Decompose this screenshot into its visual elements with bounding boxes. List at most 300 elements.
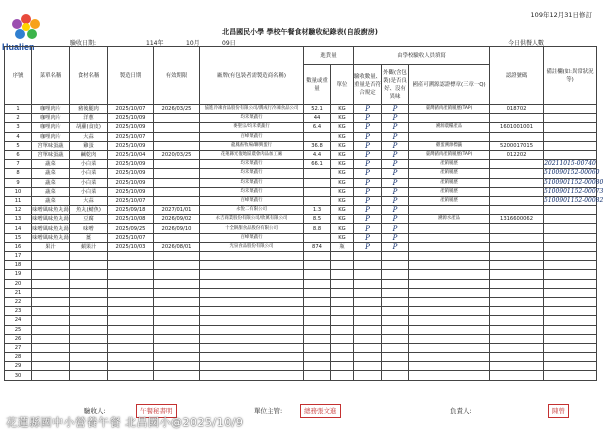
row-seq: 14 <box>5 224 32 233</box>
row-seq: 28 <box>5 353 32 362</box>
row-remark <box>544 105 597 114</box>
row-cert-mark: 臺灣豬肉產銷履歷(TAP) <box>409 105 490 114</box>
row-cert-mark <box>409 252 490 261</box>
row-seq: 8 <box>5 169 32 178</box>
row-unit <box>331 371 354 380</box>
row-cert-no: 018702 <box>490 105 544 114</box>
row-mfg-date: 2025/10/07 <box>108 233 154 242</box>
row-seq: 10 <box>5 187 32 196</box>
row-unit <box>331 353 354 362</box>
inspector-label: 驗收人: <box>84 407 106 415</box>
row-exp-date <box>154 160 200 169</box>
row-unit: KG <box>331 114 354 123</box>
row-dish <box>32 316 70 325</box>
row-inspect-pack: P <box>382 123 409 132</box>
row-ingredient <box>70 316 108 325</box>
row-cert-no <box>490 307 544 316</box>
row-dish: 蔬菜 <box>32 178 70 187</box>
row-exp-date <box>154 334 200 343</box>
table-row <box>5 353 597 362</box>
row-inspect-qty <box>354 261 382 270</box>
row-dish <box>32 334 70 343</box>
row-seq: 4 <box>5 132 32 141</box>
row-brand <box>200 334 304 343</box>
row-mfg-date <box>108 261 154 270</box>
row-inspect-pack: P <box>382 224 409 233</box>
revision-date: 109年12月31日修訂 <box>530 11 592 19</box>
row-ingredient: 蘋果汁 <box>70 242 108 251</box>
row-seq: 7 <box>5 160 32 169</box>
row-ingredient <box>70 252 108 261</box>
row-exp-date <box>154 187 200 196</box>
row-qty <box>304 261 331 270</box>
row-inspect-pack: P <box>382 178 409 187</box>
row-unit: KG <box>331 123 354 132</box>
row-qty <box>304 353 331 362</box>
row-mfg-date: 2025/10/09 <box>108 123 154 132</box>
row-inspect-qty: P <box>354 196 382 205</box>
row-inspect-pack: P <box>382 114 409 123</box>
row-unit <box>331 297 354 306</box>
row-dish: 宮單味蛋蔬 <box>32 141 70 150</box>
row-remark <box>544 270 597 279</box>
table-row <box>5 141 597 150</box>
row-qty: 36.8 <box>304 141 331 150</box>
table-row <box>5 316 597 325</box>
row-inspect-qty <box>354 362 382 371</box>
row-unit: KG <box>331 160 354 169</box>
row-inspect-pack <box>382 343 409 352</box>
row-remark <box>544 343 597 352</box>
row-dish: 咖哩肉片 <box>32 123 70 132</box>
row-unit <box>331 334 354 343</box>
row-cert-no <box>490 334 544 343</box>
row-ingredient <box>70 307 108 316</box>
col-inspect-qty: 驗收數量、重量是否符合規定 <box>354 65 382 105</box>
row-brand <box>200 307 304 316</box>
row-inspect-pack: P <box>382 215 409 224</box>
row-dish: 宮單味蛋蔬 <box>32 150 70 159</box>
row-dish <box>32 307 70 316</box>
row-cert-no <box>490 233 544 242</box>
row-dish <box>32 362 70 371</box>
row-cert-no <box>490 187 544 196</box>
row-seq: 19 <box>5 270 32 279</box>
table-row <box>5 187 597 196</box>
table-row <box>5 224 597 233</box>
row-remark <box>544 206 597 215</box>
row-dish <box>32 270 70 279</box>
row-remark <box>544 371 597 380</box>
row-cert-mark <box>409 261 490 270</box>
row-qty <box>304 279 331 288</box>
row-dish: 味噌風味魚丸湯 <box>32 207 69 214</box>
row-unit <box>331 362 354 371</box>
row-mfg-date <box>108 297 154 306</box>
row-brand: 花蓮縣光復地區農會肉品加工廠 <box>200 150 304 159</box>
row-dish: 咖哩肉片 <box>32 114 70 123</box>
row-dish <box>32 288 70 297</box>
row-brand <box>200 297 304 306</box>
row-cert-mark: 溯源水產品 <box>409 215 490 224</box>
row-seq: 25 <box>5 325 32 334</box>
row-brand: 均禾菜蔬行 <box>200 160 304 169</box>
row-brand: 龍鳳畜牧場/聯興蛋行 <box>200 141 304 150</box>
row-inspect-qty <box>354 316 382 325</box>
row-mfg-date <box>108 353 154 362</box>
row-inspect-pack <box>382 307 409 316</box>
row-unit: KG <box>331 150 354 159</box>
row-inspect-qty: P <box>354 141 382 150</box>
row-brand: 均禾菜蔬行 <box>200 187 304 196</box>
row-inspect-pack <box>382 288 409 297</box>
row-ingredient <box>70 261 108 270</box>
table-row <box>5 105 597 114</box>
row-inspect-pack <box>382 297 409 306</box>
row-qty <box>304 233 331 242</box>
row-brand: 協進冷凍食品股份有限公司/潤成行冷凍食品公司 <box>200 105 304 114</box>
row-remark <box>544 233 597 242</box>
row-cert-no <box>490 270 544 279</box>
row-inspect-pack <box>382 270 409 279</box>
row-cert-mark: 產銷履歷 <box>409 169 490 178</box>
row-cert-no: 1601001001 <box>490 123 544 132</box>
row-qty: 44 <box>304 114 331 123</box>
row-brand: 光泉食品股份有限公司 <box>200 242 304 251</box>
col-cert-no: 認證號碼 <box>490 47 544 105</box>
row-seq: 3 <box>5 123 32 132</box>
row-inspect-pack: P <box>382 187 409 196</box>
inspector-signature-stamp: 午餐秘書明 <box>136 404 177 418</box>
row-inspect-qty: P <box>354 206 382 215</box>
row-qty <box>304 325 331 334</box>
row-cert-no <box>490 325 544 334</box>
row-exp-date <box>154 279 200 288</box>
row-seq: 20 <box>5 279 32 288</box>
row-exp-date <box>154 233 200 242</box>
inspection-table <box>4 46 603 381</box>
row-remark <box>544 141 597 150</box>
row-unit: KG <box>331 187 354 196</box>
row-cert-no <box>490 224 544 233</box>
row-qty <box>304 178 331 187</box>
row-qty <box>304 252 331 261</box>
table-row <box>5 169 597 178</box>
row-remark <box>544 353 597 362</box>
row-brand: 十全餅甜食品股份有限公司 <box>200 224 304 233</box>
row-exp-date <box>154 353 200 362</box>
row-qty <box>304 371 331 380</box>
row-remark <box>544 316 597 325</box>
row-exp-date <box>154 288 200 297</box>
table-row <box>5 123 597 132</box>
row-unit: KG <box>331 206 354 215</box>
row-remark <box>544 252 597 261</box>
row-cert-mark <box>409 307 490 316</box>
row-seq: 18 <box>5 261 32 270</box>
table-row <box>5 178 597 187</box>
row-inspect-pack: P <box>382 132 409 141</box>
col-qty: 數量或重量 <box>304 65 331 105</box>
row-exp-date <box>154 123 200 132</box>
row-inspect-qty: P <box>354 123 382 132</box>
row-exp-date <box>154 343 200 352</box>
row-mfg-date: 2025/09/25 <box>108 224 154 233</box>
row-ingredient: 小白菜 <box>70 169 108 178</box>
row-cert-mark: 溯源農糧產品 <box>409 123 490 132</box>
row-seq: 30 <box>5 371 32 380</box>
row-mfg-date: 2025/10/08 <box>108 215 154 224</box>
table-row <box>5 297 597 306</box>
row-seq: 6 <box>5 150 32 159</box>
row-cert-no <box>490 169 544 178</box>
row-exp-date <box>154 307 200 316</box>
row-seq: 2 <box>5 114 32 123</box>
row-dish <box>32 353 70 362</box>
row-cert-no: 012202 <box>490 150 544 159</box>
row-mfg-date: 2025/10/07 <box>108 132 154 141</box>
row-exp-date <box>154 178 200 187</box>
row-cert-no <box>490 343 544 352</box>
row-mfg-date: 2025/10/09 <box>108 160 154 169</box>
row-unit <box>331 316 354 325</box>
table-row <box>5 114 597 123</box>
row-brand <box>200 279 304 288</box>
row-ingredient: 胡蘿(食皮) <box>70 123 108 132</box>
row-exp-date: 2026/03/25 <box>154 105 200 114</box>
col-inspect-pack: 外觀(含包裝)是否良好、沒有異味 <box>382 65 409 105</box>
row-mfg-date: 2025/10/09 <box>108 187 154 196</box>
row-inspect-pack <box>382 261 409 270</box>
table-row <box>5 150 597 159</box>
row-inspect-qty: P <box>354 169 382 178</box>
row-brand: 麥聖宗/均禾菜蔬行 <box>200 123 304 132</box>
col-seq: 序號 <box>5 47 32 105</box>
row-remark <box>544 150 597 159</box>
row-remark <box>544 307 597 316</box>
row-exp-date <box>154 169 200 178</box>
row-qty: 6.4 <box>304 123 331 132</box>
row-unit: 瓶 <box>331 242 354 251</box>
row-unit: KG <box>331 169 354 178</box>
row-brand: 百峰菜蔬行 <box>200 132 304 141</box>
row-ingredient: 大蒜 <box>70 132 108 141</box>
row-mfg-date: 2025/10/07 <box>108 105 154 114</box>
row-inspect-pack <box>382 371 409 380</box>
row-exp-date: 2027/01/01 <box>154 206 200 215</box>
row-ingredient <box>70 288 108 297</box>
row-inspect-pack: P <box>382 105 409 114</box>
row-brand <box>200 362 304 371</box>
row-dish: 咖哩肉片 <box>32 105 70 114</box>
row-qty <box>304 362 331 371</box>
table-row <box>5 252 597 261</box>
table-row <box>5 132 597 141</box>
row-inspect-pack: P <box>382 242 409 251</box>
row-inspect-pack: P <box>382 160 409 169</box>
row-cert-no <box>490 362 544 371</box>
col-mfg-date: 製造日期 <box>108 47 154 105</box>
row-mfg-date <box>108 371 154 380</box>
row-brand: 永悅二有限公司 <box>200 206 304 215</box>
row-qty: 1.3 <box>304 206 331 215</box>
row-exp-date <box>154 132 200 141</box>
row-ingredient: 小白菜 <box>70 187 108 196</box>
row-qty: 8.8 <box>304 224 331 233</box>
row-dish: 蔬菜 <box>32 169 70 178</box>
row-mfg-date: 2025/10/09 <box>108 169 154 178</box>
row-dish: 果汁 <box>32 242 70 251</box>
row-dish: 味噌風味魚丸湯 <box>32 225 69 232</box>
row-inspect-qty <box>354 288 382 297</box>
row-exp-date <box>154 261 200 270</box>
row-cert-mark <box>409 206 490 215</box>
table-row <box>5 233 597 242</box>
row-remark <box>544 288 597 297</box>
row-mfg-date: 2025/10/09 <box>108 114 154 123</box>
row-ingredient: 魚丸(鯖魚) <box>70 206 108 215</box>
row-dish <box>32 261 70 270</box>
row-seq: 21 <box>5 288 32 297</box>
row-inspect-pack <box>382 353 409 362</box>
row-mfg-date: 2025/10/04 <box>108 150 154 159</box>
row-unit: KG <box>331 105 354 114</box>
row-remark <box>544 215 597 224</box>
row-dish: 蔬菜 <box>32 187 70 196</box>
row-mfg-date <box>108 334 154 343</box>
row-exp-date <box>154 114 200 123</box>
row-remark <box>544 224 597 233</box>
row-remark <box>544 279 597 288</box>
table-row <box>5 334 597 343</box>
table-row <box>5 343 597 352</box>
row-exp-date <box>154 252 200 261</box>
table-row <box>5 362 597 371</box>
row-remark <box>544 114 597 123</box>
row-qty <box>304 316 331 325</box>
row-qty <box>304 187 331 196</box>
row-inspect-pack <box>382 334 409 343</box>
row-inspect-qty: P <box>354 178 382 187</box>
row-inspect-qty: P <box>354 224 382 233</box>
row-brand: 均禾菜蔬行 <box>200 114 304 123</box>
row-ingredient: 豆腐 <box>70 215 108 224</box>
row-cert-mark <box>409 325 490 334</box>
table-body <box>5 105 603 381</box>
today-count-label: 今日供餐人數 <box>508 40 545 47</box>
row-cert-no <box>490 316 544 325</box>
date-label: 驗收日期: <box>70 40 97 47</box>
row-cert-mark: 產銷履歷 <box>409 196 490 205</box>
row-cert-mark <box>409 242 490 251</box>
row-cert-no <box>490 206 544 215</box>
row-qty <box>304 196 331 205</box>
row-remark <box>544 261 597 270</box>
row-seq: 12 <box>5 206 32 215</box>
row-ingredient: 豬後腿肉 <box>70 105 108 114</box>
row-seq: 26 <box>5 334 32 343</box>
principal-label: 負責人: <box>450 407 472 415</box>
row-brand: 百峰菜蔬行 <box>200 233 304 242</box>
row-mfg-date <box>108 279 154 288</box>
row-inspect-pack: P <box>382 150 409 159</box>
row-dish <box>32 325 70 334</box>
row-ingredient <box>70 325 108 334</box>
row-dish <box>32 252 70 261</box>
row-exp-date <box>154 371 200 380</box>
row-exp-date <box>154 270 200 279</box>
row-ingredient: 雞蛋 <box>70 141 108 150</box>
row-dish <box>32 279 70 288</box>
row-ingredient <box>70 334 108 343</box>
row-mfg-date <box>108 362 154 371</box>
row-cert-mark <box>409 371 490 380</box>
row-seq: 9 <box>5 178 32 187</box>
row-remark <box>544 334 597 343</box>
row-ingredient <box>70 343 108 352</box>
row-remark <box>544 123 597 132</box>
row-qty: 8.5 <box>304 215 331 224</box>
row-qty <box>304 307 331 316</box>
row-cert-mark: 雞蛋溯源標籤 <box>409 141 490 150</box>
row-qty <box>304 343 331 352</box>
row-ingredient <box>70 279 108 288</box>
row-qty <box>304 132 331 141</box>
row-cert-no <box>490 353 544 362</box>
row-remark <box>544 325 597 334</box>
row-cert-no <box>490 160 544 169</box>
table-row <box>5 279 597 288</box>
date-year: 114年 <box>146 40 164 47</box>
row-brand <box>200 261 304 270</box>
row-inspect-pack <box>382 316 409 325</box>
row-seq: 15 <box>5 233 32 242</box>
col-unit: 單位 <box>331 65 354 105</box>
row-brand <box>200 353 304 362</box>
row-mfg-date <box>108 288 154 297</box>
row-brand <box>200 288 304 297</box>
row-inspect-qty <box>354 270 382 279</box>
row-inspect-qty <box>354 325 382 334</box>
row-cert-mark <box>409 224 490 233</box>
row-unit: KG <box>331 215 354 224</box>
row-mfg-date <box>108 343 154 352</box>
row-inspect-qty <box>354 371 382 380</box>
row-qty <box>304 334 331 343</box>
row-unit <box>331 279 354 288</box>
row-cert-mark <box>409 353 490 362</box>
table-row <box>5 261 597 270</box>
row-dish: 蔬菜 <box>32 196 70 205</box>
table-row <box>5 371 597 380</box>
row-seq: 27 <box>5 343 32 352</box>
row-inspect-pack <box>382 325 409 334</box>
table-row <box>5 270 597 279</box>
row-cert-no <box>490 297 544 306</box>
table-row <box>5 288 597 297</box>
row-cert-no <box>490 132 544 141</box>
row-seq: 17 <box>5 252 32 261</box>
row-unit: KG <box>331 196 354 205</box>
row-cert-no <box>490 279 544 288</box>
col-ingredient: 食材名稱 <box>70 47 108 105</box>
row-ingredient: 鹹乾肉 <box>70 150 108 159</box>
row-unit: KG <box>331 141 354 150</box>
director-signature-stamp: 總務張文進 <box>300 404 341 418</box>
row-dish: 咖哩肉片 <box>32 132 70 141</box>
date-month: 10月 <box>186 40 200 47</box>
row-cert-mark <box>409 343 490 352</box>
